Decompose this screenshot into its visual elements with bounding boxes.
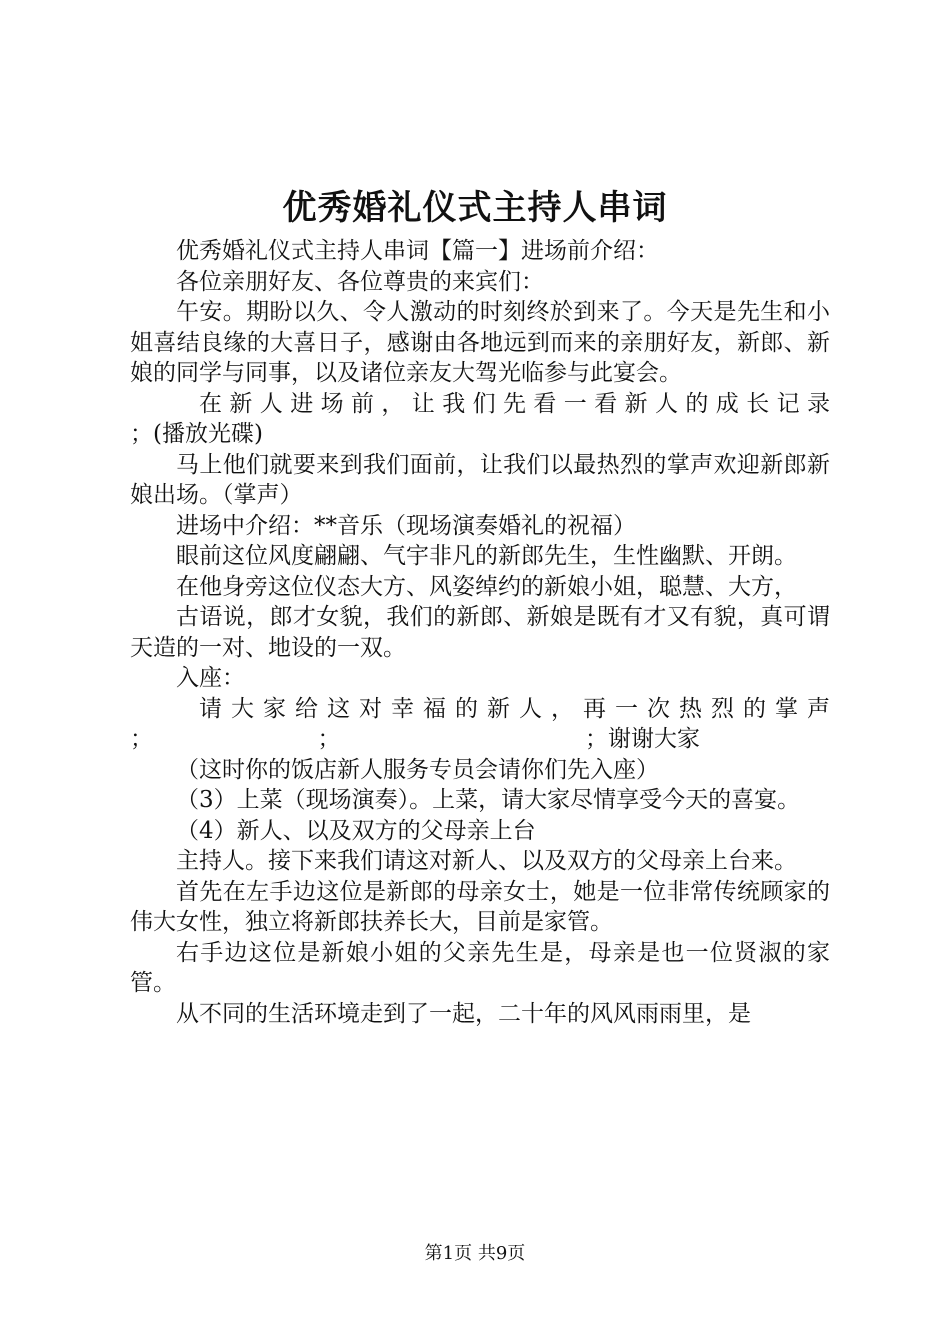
paragraph: 在他身旁这位仪态大方、风姿绰约的新娘小姐，聪慧、大方， (176, 573, 797, 600)
semicolon-row (130, 724, 830, 755)
paragraph: 右手边这位是新娘小姐的父亲先生是，母亲是也一位贤淑的家管。 (130, 939, 830, 996)
semicolon-c: ；谢谢大家 (585, 726, 700, 752)
paragraph: 各位亲朋好友、各位尊贵的来宾们： (176, 268, 544, 295)
paragraph: （这时你的饭店新人服务专员会请你们先入座） (176, 756, 659, 783)
paragraph: 午安。期盼以久、令人激动的时刻终於到来了。今天是先生和小姐喜结良缘的大喜日子，感谢由各地远到而来的亲朋好友，新郎、新娘的同学与同事，以及诸位亲友大驾光临参与此宴会。 (130, 299, 830, 386)
paragraph: ；(播放光碟) (130, 421, 263, 447)
semicolon-a: ； (130, 726, 153, 752)
paragraph: （4）新人、以及双方的父母亲上台 (176, 817, 536, 844)
paragraph: （3）上菜（现场演奏）。上菜，请大家尽情享受今天的喜宴。 (176, 787, 801, 813)
paragraph: 请大家给这对幸福的新人，再一次热烈的掌声 (199, 695, 830, 722)
page-title: 优秀婚礼仪式主持人串词 (282, 188, 668, 228)
paragraph: 主持人。接下来我们请这对新人、以及双方的父母亲上台来。 (176, 848, 797, 874)
paragraph: 首先在左手边这位是新郎的母亲女士，她是一位非常传统顾家的伟大女性，独立将新郎扶养长大，目前是家管。 (130, 878, 830, 935)
paragraph: 优秀婚礼仪式主持人串词【篇一】进场前介绍： (176, 238, 659, 264)
paragraph: 进场中介绍：**音乐（现场演奏婚礼的祝福） (176, 512, 636, 539)
paragraph: 在新人进场前，让我们先看一看新人的成长记录 (199, 390, 830, 417)
paragraph: 古语说，郎才女貌，我们的新郎、新娘是既有才又有貌，真可谓天造的一对、地设的一双。 (130, 604, 830, 661)
paragraph: 从不同的生活环境走到了一起，二十年的风风雨雨里，是 (176, 1000, 751, 1027)
paragraph: 入座： (176, 665, 245, 691)
page-footer: 第1页 共9页 (424, 1243, 526, 1264)
paragraph: 眼前这位风度翩翩、气宇非凡的新郎先生，生性幽默、开朗。 (176, 543, 797, 569)
semicolon-b: ； (317, 726, 341, 752)
document-body (130, 236, 830, 1029)
paragraph: 马上他们就要来到我们面前，让我们以最热烈的掌声欢迎新郎新娘出场。（掌声） (130, 451, 830, 508)
